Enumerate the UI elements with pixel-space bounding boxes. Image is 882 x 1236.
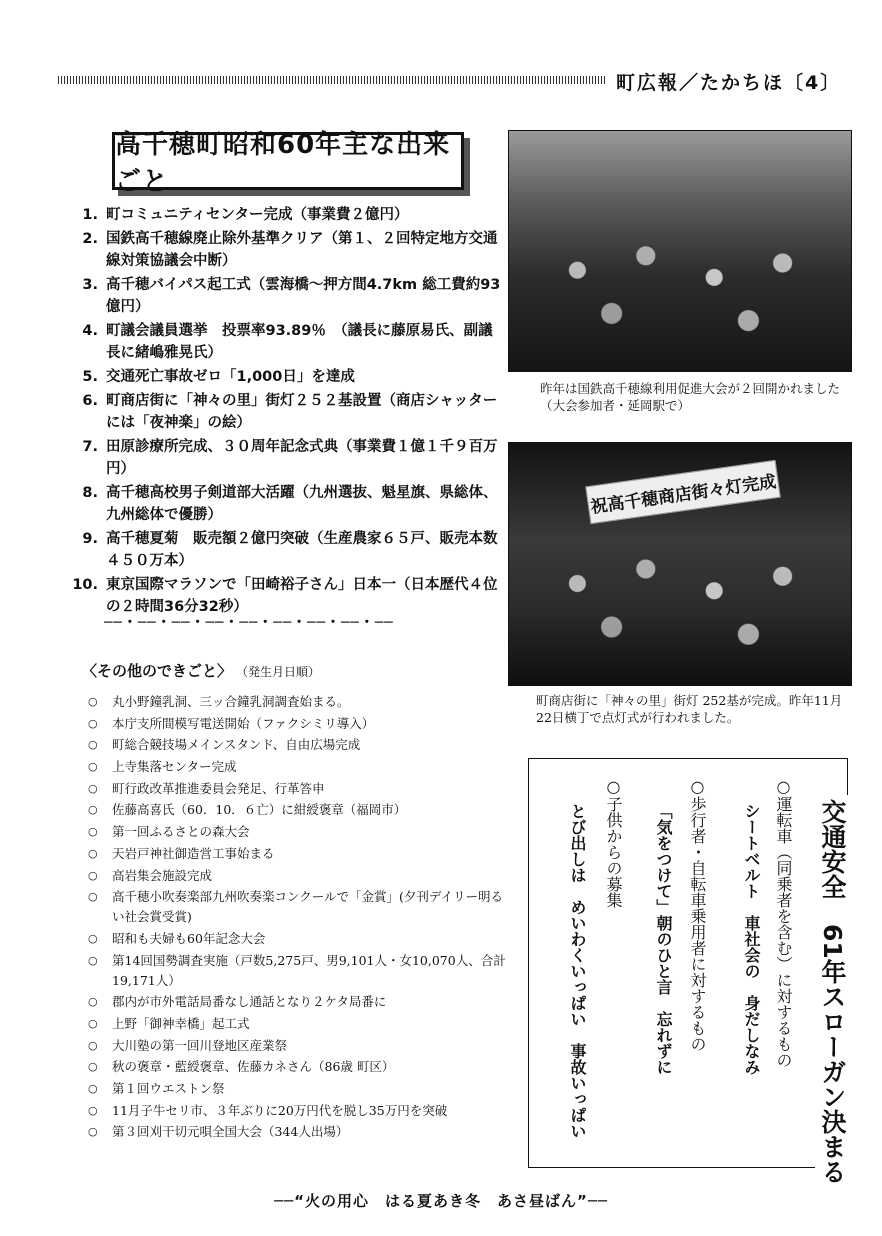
list-item: ○ 昭和も夫婦も60年記念大会 xyxy=(88,929,508,949)
event-item: 7. 田原診療所完成、３０周年記念式典（事業費１億１千９百万円） xyxy=(82,439,498,477)
circle-bullet: ○ xyxy=(88,995,98,1009)
slogan-driver: シートベルト 車社会の 身だしなみ xyxy=(742,803,761,1075)
header-rule xyxy=(58,76,606,84)
street-lamp-ceremony-photo xyxy=(508,442,852,686)
circle-bullet: ○ xyxy=(88,846,98,860)
list-item: ○ 町総合競技場メインスタンド、自由広場完成 xyxy=(88,735,508,755)
celebration-banner: 祝高千穂商店街々灯完成 xyxy=(585,460,780,524)
slogan-pedestrian: 「気をつけて」朝のひと言 忘れずに xyxy=(654,803,673,1075)
events-list xyxy=(64,204,506,620)
slogan-category-pedestrian: ○歩行者・自転車乗用者に対するもの xyxy=(688,777,707,1052)
circle-bullet: ○ xyxy=(88,803,98,817)
circle-bullet: ○ xyxy=(88,868,98,882)
list-item: ○ 高千穂小吹奏楽部九州吹奏楽コンクールで「金賞」(夕刊デイリー明るい社会賞受賞) xyxy=(88,887,508,927)
list-item: ○ 第１回ウエストン祭 xyxy=(88,1079,508,1099)
list-item: ○ 第一回ふるさとの森大会 xyxy=(88,822,508,842)
list-item: ○ 丸小野鐘乳洞、三ッ合鐘乳洞調査始まる。 xyxy=(88,692,508,712)
station-rally-photo xyxy=(508,130,852,372)
other-events-subtitle: （発生月日順） xyxy=(242,665,321,679)
circle-bullet: ○ xyxy=(88,716,98,730)
photo2-caption: 町商店街に「神々の里」街灯 252基が完成。昨年11月22日横丁で点灯式が行われました。 xyxy=(536,693,843,725)
circle-bullet: ○ xyxy=(88,825,98,839)
event-item: 5. 交通死亡事故ゼロ「1,000日」を達成 xyxy=(82,369,355,385)
other-events-list xyxy=(88,692,508,1144)
list-item: ○ 郡内が市外電話局番なし通話となり２ケタ局番に xyxy=(88,992,508,1012)
slogan-category-children: ○子供からの募集 xyxy=(604,777,623,908)
circle-bullet: ○ xyxy=(88,1060,98,1074)
circle-bullet: ○ xyxy=(88,760,98,774)
circle-bullet: ○ xyxy=(88,695,98,708)
list-item: ○ 本庁支所間模写電送開始（ファクシミリ導入） xyxy=(88,714,508,734)
slogan-category-driver: ○運転車（同乗者を含む）に対するもの xyxy=(774,777,793,1068)
footer-slogan: ──“火の用心 はる夏あき冬 あさ昼ばん”── xyxy=(274,1192,608,1210)
list-item: ○ 秋の褒章・藍綬褒章、佐藤カネさん（86歳 町区） xyxy=(88,1057,508,1077)
event-item: 1. 町コミュニティセンター完成（事業費２億円） xyxy=(82,207,409,223)
circle-bullet: ○ xyxy=(88,953,98,967)
list-item: ○ 上寺集落センター完成 xyxy=(88,757,508,777)
main-title: 高千穂町昭和60年主な出来ごと xyxy=(115,130,451,197)
circle-bullet: ○ xyxy=(88,931,98,945)
other-events-title: 〈その他のできごと〉 xyxy=(82,662,233,680)
list-item: ○ 佐藤高喜氏（60．10．６亡）に紺綬褒章（福岡市） xyxy=(88,800,508,820)
header-title: 町広報／たかちほ〔4〕 xyxy=(616,72,842,94)
event-item: 2. 国鉄高千穂線廃止除外基準クリア（第１、２回特定地方交通線対策協議会中断） xyxy=(82,231,498,269)
event-item: 8. 高千穂高校男子剣道部大活躍（九州選抜、魁星旗、県総体、九州総体で優勝） xyxy=(82,485,498,523)
list-item: ○ 町行政改革推進委員会発足、行革答申 xyxy=(88,779,508,799)
list-item: ○ 天岩戸神社御造営工事始まる xyxy=(88,844,508,864)
circle-bullet: ○ xyxy=(88,890,98,904)
circle-bullet: ○ xyxy=(88,1125,98,1139)
crowd-graphic xyxy=(509,540,851,685)
slogan-children: とび出しは めいわくいっぱい 事故いっぱい xyxy=(568,803,587,1139)
main-title-box xyxy=(112,130,464,197)
event-item: 9. 高千穂夏菊 販売額２億円突破（生産農家６５戸、販売本数４５０万本） xyxy=(82,531,498,569)
circle-bullet: ○ xyxy=(88,1016,98,1030)
slogan-box xyxy=(528,758,848,1184)
circle-bullet: ○ xyxy=(88,1103,98,1117)
list-item: ○ 大川塾の第一回川登地区産業祭 xyxy=(88,1036,508,1056)
event-item: 10. 東京国際マラソンで「田崎裕子さん」日本一（日本歴代４位の２時間36分32秒） xyxy=(72,577,498,615)
list-item: ○ 高岩集会施設完成 xyxy=(88,866,508,886)
other-events-heading xyxy=(82,660,320,681)
photo1-caption: 昨年は国鉄高千穂線利用促進大会が２回開かれました（大会参加者・延岡駅で） xyxy=(540,381,841,413)
list-item: ○ 第３回刈干切元唄全国大会（344人出場） xyxy=(88,1122,508,1142)
list-item: ○ 第14回国勢調査実施（戸数5,275戸、男9,101人・女10,070人、合計19,171人） xyxy=(88,951,508,991)
crowd-graphic xyxy=(509,227,851,371)
list-item: ○ 上野「御神幸橋」起工式 xyxy=(88,1014,508,1034)
list-item: ○ 11月子牛セリ市、３年ぶりに20万円代を脱し35万円を突破 xyxy=(88,1101,508,1121)
event-item: 3. 高千穂バイパス起工式（雲海橋〜押方間4.7km 総工費約93億円） xyxy=(82,277,501,315)
circle-bullet: ○ xyxy=(88,738,98,752)
slogan-title: 交通安全 61年スローガン決まる xyxy=(815,795,849,1188)
circle-bullet: ○ xyxy=(88,781,98,795)
circle-bullet: ○ xyxy=(88,1082,98,1095)
circle-bullet: ○ xyxy=(88,1038,98,1052)
event-item: 6. 町商店街に「神々の里」街灯２５２基設置（商店シャッターには「夜神楽」の絵） xyxy=(82,393,498,431)
event-item: 4. 町議会議員選挙 投票率93.89％ （議長に藤原易氏、副議長に緒嶋雅晃氏） xyxy=(82,323,493,361)
dash-divider: ──・──・──・──・──・──・──・──・── xyxy=(104,615,394,631)
